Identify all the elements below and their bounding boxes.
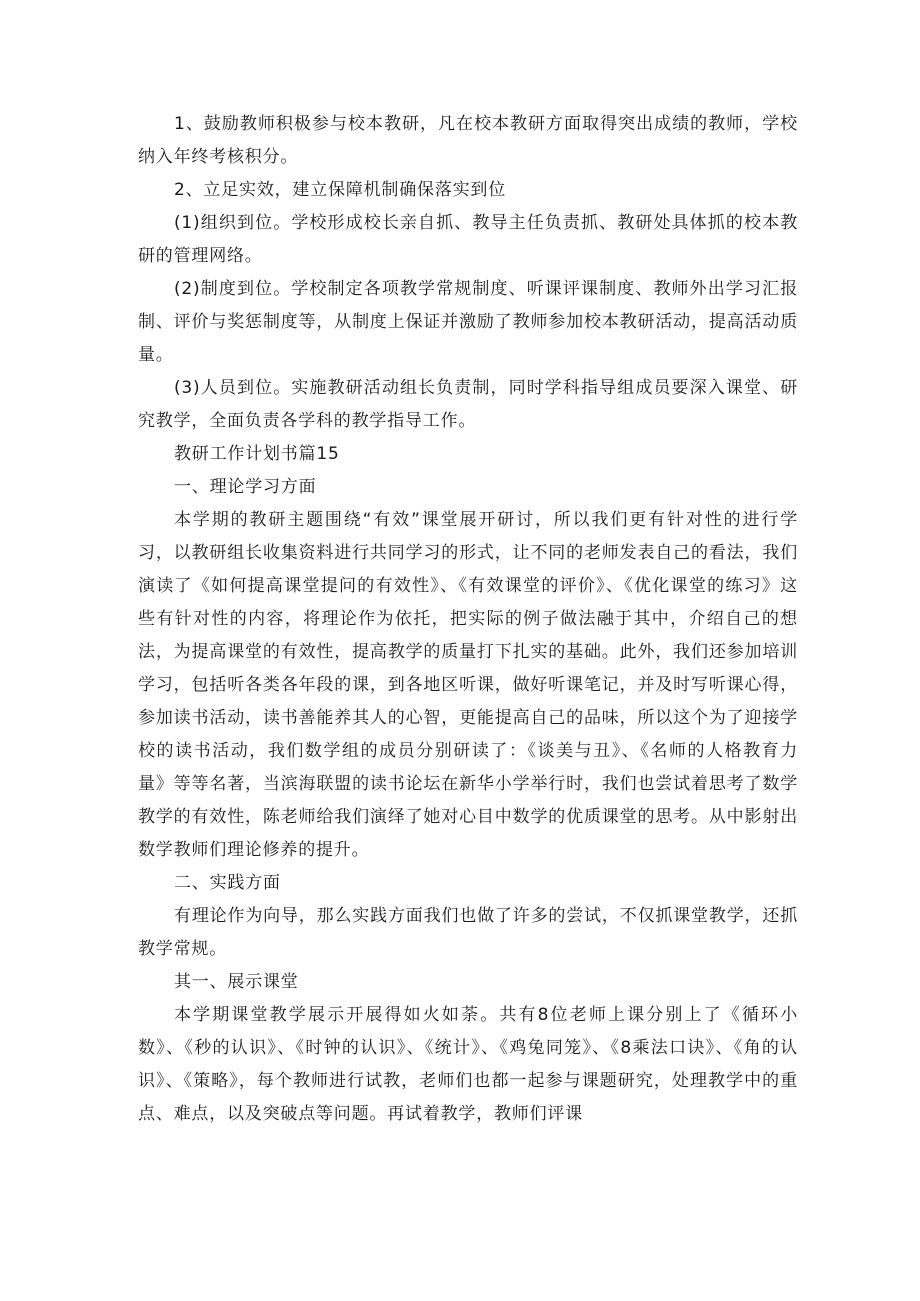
paragraph-system: (2)制度到位。学校制定各项教学常规制度、听课评课制度、教师外出学习汇报制、评价与奖惩制度等，从制度上保证并激励了教师参加校本教研活动，提高活动质量。 — [138, 279, 798, 365]
paragraph-organization: (1)组织到位。学校形成校长亲自抓、教导主任负责抓、教研处具体抓的校本教研的管理网络。 — [138, 213, 798, 266]
heading-guarantee-mechanism: 2、立足实效，建立保障机制确保落实到位 — [174, 180, 507, 200]
paragraph-showcase-class: 本学期课堂教学展示开展得如火如荼。共有8位老师上课分别上了《循环小数》、《秒的认识》、《时钟的认识》、《统计》、《鸡兔同笼》、《8乘法口诀》、《角的认识》、《策略》，每个教师进行试教，老师们也都一起参与课题研究，处理教学中的重点、难点，以及突破点等问题。再试着教学，教师们评课 — [138, 1005, 798, 1124]
paragraph-theory-study: 本学期的教研主题围绕“有效”课堂展开研讨，所以我们更有针对性的进行学习，以教研组长收集资料进行共同学习的形式，让不同的老师发表自己的看法，我们演读了《如何提高课堂提问的有效性》、《有效课堂的评价》、《优化课堂的练习》这些有针对性的内容，将理论作为依托，把实际的例子做法融于其中，介绍自己的想法，为提高课堂的有效性，提高教学的质量打下扎实的基础。此外，我们还参加培训学习，包括听各类各年段的课，到各地区听课，做好听课笔记，并及时写听课心得，参加读书活动，读书善能养其人的心智，更能提高自己的品味，所以这个为了迎接学校的读书活动，我们数学组的成员分别研读了：《谈美与丑》、《名师的人格教育力量》等等名著，当滨海联盟的读书论坛在新华小学举行时，我们也尝试着思考了数学教学的有效性，陈老师给我们演绎了她对心目中数学的优质课堂的思考。从中影射出数学教师们理论修养的提升。 — [138, 510, 798, 860]
section-title: 教研工作计划书篇15 — [174, 444, 340, 464]
heading-practice: 二、实践方面 — [174, 873, 281, 893]
paragraph-incentive: 1、鼓励教师积极参与校本教研，凡在校本教研方面取得突出成绩的教师，学校纳入年终考核积分。 — [138, 114, 798, 167]
heading-showcase-class: 其一、展示课堂 — [174, 972, 299, 992]
document-body — [138, 108, 798, 1131]
paragraph-practice: 有理论作为向导，那么实践方面我们也做了许多的尝试，不仅抓课堂教学，还抓教学常规。 — [138, 906, 798, 959]
heading-theory-study: 一、理论学习方面 — [174, 477, 317, 497]
paragraph-personnel: (3)人员到位。实施教研活动组长负责制，同时学科指导组成员要深入课堂、研究教学，全面负责各学科的教学指导工作。 — [138, 378, 798, 431]
